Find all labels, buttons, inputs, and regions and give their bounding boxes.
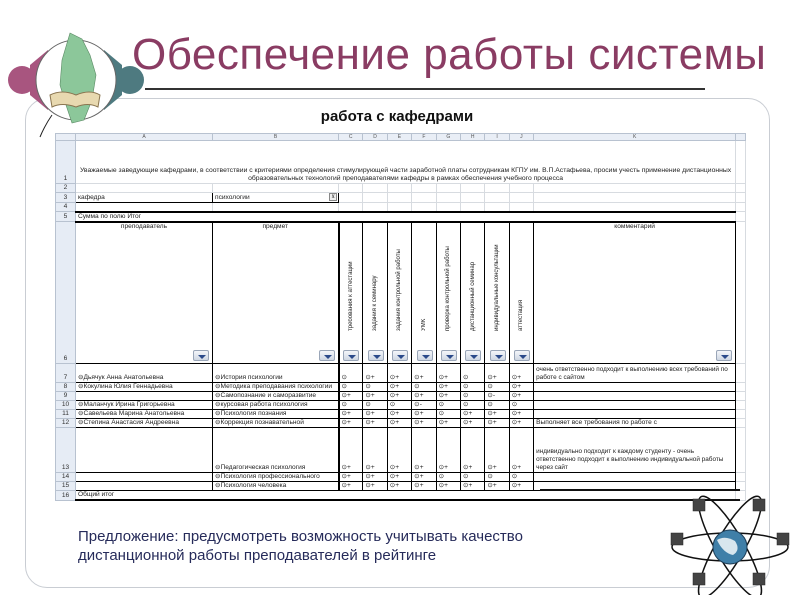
- rating-cell[interactable]: ⊙: [485, 401, 509, 410]
- rating-cell[interactable]: ⊙: [460, 383, 484, 392]
- divider-line: [540, 489, 740, 491]
- subject-name[interactable]: ⊖курсовая работа психология: [213, 401, 339, 410]
- rating-cell[interactable]: ⊙+: [387, 383, 411, 392]
- comment-cell[interactable]: Выполняет все требования по работе с: [534, 419, 736, 428]
- column-header-d[interactable]: D: [363, 134, 387, 141]
- teacher-name[interactable]: ⊖Савельева Марина Анатольевна: [76, 410, 213, 419]
- cell[interactable]: [509, 203, 533, 212]
- cell[interactable]: [509, 184, 533, 193]
- rating-cell[interactable]: ⊙: [460, 392, 484, 401]
- rating-cell[interactable]: ⊙+: [485, 410, 509, 419]
- rating-cell[interactable]: ⊙+: [363, 482, 387, 491]
- table-row: [56, 401, 746, 410]
- rating-cell[interactable]: ⊙+: [339, 392, 363, 401]
- cell[interactable]: [436, 203, 460, 212]
- filter-dropdown-button[interactable]: [368, 350, 384, 361]
- column-header-h[interactable]: H: [460, 134, 484, 141]
- cell[interactable]: [412, 203, 436, 212]
- rating-cell[interactable]: ⊙: [387, 401, 411, 410]
- cell[interactable]: [339, 184, 363, 193]
- rating-cell[interactable]: ⊙+: [412, 419, 436, 428]
- rating-cell[interactable]: ⊙+: [436, 364, 460, 383]
- comment-cell[interactable]: [534, 410, 736, 419]
- filter-dropdown[interactable]: [213, 193, 339, 203]
- rating-cell[interactable]: ⊙+: [339, 410, 363, 419]
- subject-name[interactable]: ⊖Психология познания: [213, 410, 339, 419]
- column-header-e[interactable]: E: [387, 134, 411, 141]
- comment-cell[interactable]: [534, 401, 736, 410]
- rating-cell[interactable]: ⊙+: [485, 482, 509, 491]
- rating-cell[interactable]: ⊙: [485, 383, 509, 392]
- rating-cell[interactable]: ⊙+: [412, 428, 436, 473]
- column-header-a[interactable]: A: [76, 134, 213, 141]
- subject-name[interactable]: ⊖История психологии: [213, 364, 339, 383]
- criterion-label: аттестация: [518, 299, 525, 331]
- grand-total-label: Общий итог: [76, 491, 736, 501]
- column-header-f[interactable]: F: [412, 134, 436, 141]
- rating-cell[interactable]: ⊙: [363, 401, 387, 410]
- comment-cell[interactable]: [534, 383, 736, 392]
- comment-cell[interactable]: очень ответственно подходит к выполнению всех требований по работе с сайтом: [534, 364, 736, 383]
- rating-cell[interactable]: ⊙+: [412, 482, 436, 491]
- column-header-b[interactable]: B: [213, 134, 339, 141]
- rating-cell[interactable]: ⊙+: [363, 428, 387, 473]
- row-header[interactable]: 4: [56, 203, 76, 212]
- cell[interactable]: [736, 401, 746, 410]
- cell[interactable]: [534, 203, 736, 212]
- filter-dropdown-button[interactable]: [193, 350, 209, 361]
- cell[interactable]: [736, 184, 746, 193]
- rating-cell[interactable]: ⊙+: [387, 473, 411, 482]
- rating-cell[interactable]: ⊙: [509, 401, 533, 410]
- criterion-label: задания к семинару: [372, 274, 379, 331]
- subject-name[interactable]: ⊖Психология профессионального: [213, 473, 339, 482]
- rating-cell[interactable]: ⊙+: [339, 482, 363, 491]
- column-header-c[interactable]: C: [339, 134, 363, 141]
- teacher-name[interactable]: [76, 473, 213, 482]
- cell[interactable]: [387, 184, 411, 193]
- rating-cell[interactable]: ⊙+: [363, 419, 387, 428]
- criterion-column-header: [436, 222, 460, 364]
- rating-cell[interactable]: ⊙+: [436, 428, 460, 473]
- rating-cell[interactable]: ⊙+: [509, 428, 533, 473]
- rating-cell[interactable]: ⊙+: [363, 392, 387, 401]
- row-header[interactable]: 10: [56, 401, 76, 410]
- instruction-text: Уважаемые заведующие кафедрами, в соответствии с критериями определения стимулирующей части заработной платы сотрудникам КГПУ им. В.П.Астафьева, просим учесть применение дистанционных образовательных технологий преподавателями кафедры в рамках обеспечения учебного процесса: [76, 141, 736, 184]
- pivot-data-label: Сумма по полю Итог: [76, 212, 736, 222]
- cell[interactable]: [485, 203, 509, 212]
- rating-cell[interactable]: ⊙+: [460, 419, 484, 428]
- rating-cell[interactable]: ⊙+: [509, 383, 533, 392]
- row-header[interactable]: 14: [56, 473, 76, 482]
- rating-cell[interactable]: ⊙+: [412, 410, 436, 419]
- row-header[interactable]: 3: [56, 193, 76, 203]
- cell[interactable]: [736, 203, 746, 212]
- criterion-column-header: [412, 222, 436, 364]
- rating-cell[interactable]: ⊙: [509, 473, 533, 482]
- rating-cell[interactable]: ⊙+: [436, 482, 460, 491]
- table-row: [56, 392, 746, 401]
- pivot-header-row: [56, 222, 746, 364]
- criterion-label: дистанционный семинар: [469, 261, 476, 331]
- row-header[interactable]: 13: [56, 428, 76, 473]
- rating-cell[interactable]: ⊙+: [436, 383, 460, 392]
- subject-name[interactable]: ⊖Методика преподавания психологии: [213, 383, 339, 392]
- teacher-name[interactable]: [76, 482, 213, 491]
- sheet-row: [56, 203, 746, 212]
- cell[interactable]: [412, 184, 436, 193]
- rating-cell[interactable]: ⊙: [460, 401, 484, 410]
- rating-cell[interactable]: ⊙+: [387, 419, 411, 428]
- rating-cell[interactable]: ⊙+: [509, 482, 533, 491]
- filter-dropdown-button[interactable]: [417, 350, 433, 361]
- cell[interactable]: [460, 184, 484, 193]
- filter-dropdown-button[interactable]: [465, 350, 481, 361]
- rating-cell[interactable]: ⊙+: [387, 428, 411, 473]
- rating-cell[interactable]: ⊙+: [363, 410, 387, 419]
- cell[interactable]: [213, 203, 339, 212]
- cell[interactable]: [460, 193, 484, 203]
- row-header[interactable]: 5: [56, 212, 76, 222]
- rating-cell[interactable]: ⊙+: [436, 419, 460, 428]
- filter-dropdown-button[interactable]: [392, 350, 408, 361]
- cell[interactable]: [363, 184, 387, 193]
- rating-cell[interactable]: ⊙+: [485, 364, 509, 383]
- subject-column-header-label: предмет: [262, 222, 289, 230]
- filter-value: психологии: [215, 194, 250, 201]
- table-row: [56, 473, 746, 482]
- column-header-j[interactable]: J: [509, 134, 533, 141]
- cell[interactable]: [736, 419, 746, 428]
- comment-column-header-label: комментарий: [614, 222, 655, 230]
- filter-dropdown-button[interactable]: [343, 350, 359, 361]
- column-header-i[interactable]: I: [485, 134, 509, 141]
- criterion-column-header: [387, 222, 411, 364]
- select-all-corner[interactable]: [56, 134, 76, 141]
- filter-dropdown-button[interactable]: [490, 350, 506, 361]
- title-divider: [145, 88, 705, 90]
- proposal-line: дистанционной работы преподавателей в рейтинге: [78, 547, 437, 564]
- criterion-label: УМК: [420, 318, 427, 331]
- cell[interactable]: [76, 203, 213, 212]
- rating-cell[interactable]: ⊙-: [485, 392, 509, 401]
- table-row: [56, 410, 746, 419]
- subject-name[interactable]: ⊖Коррекция познавательной: [213, 419, 339, 428]
- rating-cell[interactable]: ⊙+: [339, 419, 363, 428]
- cell[interactable]: [509, 193, 533, 203]
- table-row: [56, 383, 746, 392]
- comment-column-header: [534, 222, 736, 364]
- rating-cell[interactable]: ⊙: [412, 383, 436, 392]
- sheet-row: [56, 193, 746, 203]
- rating-cell[interactable]: ⊙+: [485, 419, 509, 428]
- filter-dropdown-button[interactable]: [319, 350, 335, 361]
- criterion-label: задания контрольной работы: [396, 248, 403, 331]
- rating-cell[interactable]: ⊙: [460, 473, 484, 482]
- row-header[interactable]: 2: [56, 184, 76, 193]
- sheet-row: [56, 141, 746, 184]
- row-header[interactable]: 11: [56, 410, 76, 419]
- rating-cell[interactable]: ⊙+: [460, 482, 484, 491]
- cell[interactable]: [363, 203, 387, 212]
- rating-cell[interactable]: ⊙: [436, 401, 460, 410]
- cell[interactable]: [736, 141, 746, 184]
- rating-cell[interactable]: ⊙+: [509, 410, 533, 419]
- cell[interactable]: [436, 193, 460, 203]
- criterion-column-header: [485, 222, 509, 364]
- rating-cell[interactable]: ⊙-: [412, 401, 436, 410]
- rating-cell[interactable]: ⊙+: [412, 392, 436, 401]
- criterion-column-header: [339, 222, 363, 364]
- rating-cell[interactable]: ⊙+: [363, 364, 387, 383]
- table-row: [56, 364, 746, 383]
- teacher-column-header: [76, 222, 213, 364]
- criterion-column-header: [509, 222, 533, 364]
- filter-dropdown-button[interactable]: [514, 350, 530, 361]
- rating-cell[interactable]: ⊙: [339, 401, 363, 410]
- rating-cell[interactable]: ⊙: [460, 364, 484, 383]
- subject-name[interactable]: ⊖Педагогическая психология: [213, 428, 339, 473]
- cell[interactable]: [736, 383, 746, 392]
- cell[interactable]: [736, 212, 746, 222]
- cell[interactable]: [339, 203, 363, 212]
- filter-dropdown-button[interactable]: [441, 350, 457, 361]
- criterion-column-header: [460, 222, 484, 364]
- slide-subtitle: работа с кафедрами: [320, 108, 474, 125]
- criterion-label: требования к аттестации: [347, 260, 354, 331]
- rating-cell[interactable]: ⊙+: [387, 410, 411, 419]
- proposal-text: [78, 527, 523, 565]
- teacher-name[interactable]: ⊖Кокулина Юлия Геннадьевна: [76, 383, 213, 392]
- cell[interactable]: [736, 364, 746, 383]
- row-header[interactable]: 6: [56, 222, 76, 364]
- cell[interactable]: [387, 203, 411, 212]
- slide-title: Обеспечение работы системы: [132, 30, 767, 79]
- rating-cell[interactable]: ⊙: [436, 410, 460, 419]
- cell[interactable]: [736, 473, 746, 482]
- cell[interactable]: [387, 193, 411, 203]
- cell[interactable]: [436, 184, 460, 193]
- comment-cell[interactable]: [534, 473, 736, 482]
- rating-cell[interactable]: ⊙+: [387, 482, 411, 491]
- table-row: [56, 419, 746, 428]
- cell[interactable]: [412, 193, 436, 203]
- cell[interactable]: [736, 193, 746, 203]
- rating-cell[interactable]: ⊙+: [363, 473, 387, 482]
- cell[interactable]: [76, 184, 213, 193]
- filter-label: кафедра: [76, 193, 213, 203]
- rating-cell[interactable]: ⊙: [339, 364, 363, 383]
- subject-name[interactable]: ⊖Самопознание и саморазвитие: [213, 392, 339, 401]
- comment-cell[interactable]: [534, 392, 736, 401]
- comment-cell[interactable]: индивидуально подходит к каждому студенту - очень ответственно подходит к выполнению индивидуальной работы через сайт: [534, 428, 736, 473]
- row-header[interactable]: 9: [56, 392, 76, 401]
- row-header[interactable]: 15: [56, 482, 76, 491]
- rating-cell[interactable]: ⊙: [436, 473, 460, 482]
- teacher-name[interactable]: [76, 392, 213, 401]
- rating-cell[interactable]: ⊙+: [485, 428, 509, 473]
- rating-cell[interactable]: ⊙+: [387, 392, 411, 401]
- cell[interactable]: [485, 184, 509, 193]
- filter-dropdown-button[interactable]: [716, 350, 732, 361]
- teacher-name[interactable]: ⊖Степина Анастасия Андреевна: [76, 419, 213, 428]
- rating-cell[interactable]: ⊙+: [509, 419, 533, 428]
- teacher-name[interactable]: [76, 428, 213, 473]
- column-header-row: [56, 134, 746, 141]
- cell[interactable]: [339, 193, 363, 203]
- row-header[interactable]: 16: [56, 491, 76, 501]
- rating-cell[interactable]: ⊙+: [387, 364, 411, 383]
- column-header-l[interactable]: [736, 134, 746, 141]
- filter-icon[interactable]: ⊻: [331, 194, 335, 200]
- rating-cell[interactable]: ⊙+: [460, 428, 484, 473]
- criterion-label: проверка контрольной работы: [445, 245, 452, 331]
- rating-cell[interactable]: ⊙: [485, 473, 509, 482]
- cell[interactable]: [485, 193, 509, 203]
- column-header-g[interactable]: G: [436, 134, 460, 141]
- criterion-label: индивидуальные консультации: [494, 243, 501, 331]
- cell[interactable]: [213, 184, 339, 193]
- row-header[interactable]: 7: [56, 364, 76, 383]
- table-row: [56, 428, 746, 473]
- rating-cell[interactable]: ⊙+: [509, 364, 533, 383]
- cell[interactable]: [534, 184, 736, 193]
- cell[interactable]: [736, 392, 746, 401]
- teacher-name[interactable]: ⊖Маланчук Ирина Григорьевна: [76, 401, 213, 410]
- cell[interactable]: [736, 428, 746, 473]
- rating-cell[interactable]: ⊙+: [509, 392, 533, 401]
- cell[interactable]: [460, 203, 484, 212]
- rating-cell[interactable]: ⊙: [363, 383, 387, 392]
- pivot-spreadsheet: [55, 133, 746, 501]
- row-header[interactable]: 12: [56, 419, 76, 428]
- rating-cell[interactable]: ⊙: [339, 383, 363, 392]
- cell[interactable]: [534, 193, 736, 203]
- rating-cell[interactable]: ⊙+: [436, 392, 460, 401]
- rating-cell[interactable]: ⊙+: [339, 473, 363, 482]
- proposal-line: Предложение: предусмотреть возможность учитывать качество: [78, 528, 523, 545]
- rating-cell[interactable]: ⊙+: [412, 364, 436, 383]
- row-header[interactable]: 1: [56, 141, 76, 184]
- teacher-column-header-label: преподаватель: [120, 222, 168, 230]
- criterion-column-header: [363, 222, 387, 364]
- cell[interactable]: [736, 410, 746, 419]
- cell[interactable]: [736, 222, 746, 364]
- rating-cell[interactable]: ⊙+: [412, 473, 436, 482]
- rating-cell[interactable]: ⊙+: [339, 428, 363, 473]
- subject-name[interactable]: ⊖Психология человека: [213, 482, 339, 491]
- rating-cell[interactable]: ⊙+: [460, 410, 484, 419]
- sheet-row: [56, 212, 746, 222]
- sheet-row: [56, 184, 746, 193]
- subject-column-header: [213, 222, 339, 364]
- globe-network-icon: [665, 495, 794, 595]
- row-header[interactable]: 8: [56, 383, 76, 392]
- teacher-name[interactable]: ⊖Дьячук Анна Анатольевна: [76, 364, 213, 383]
- cell[interactable]: [363, 193, 387, 203]
- column-header-k[interactable]: K: [534, 134, 736, 141]
